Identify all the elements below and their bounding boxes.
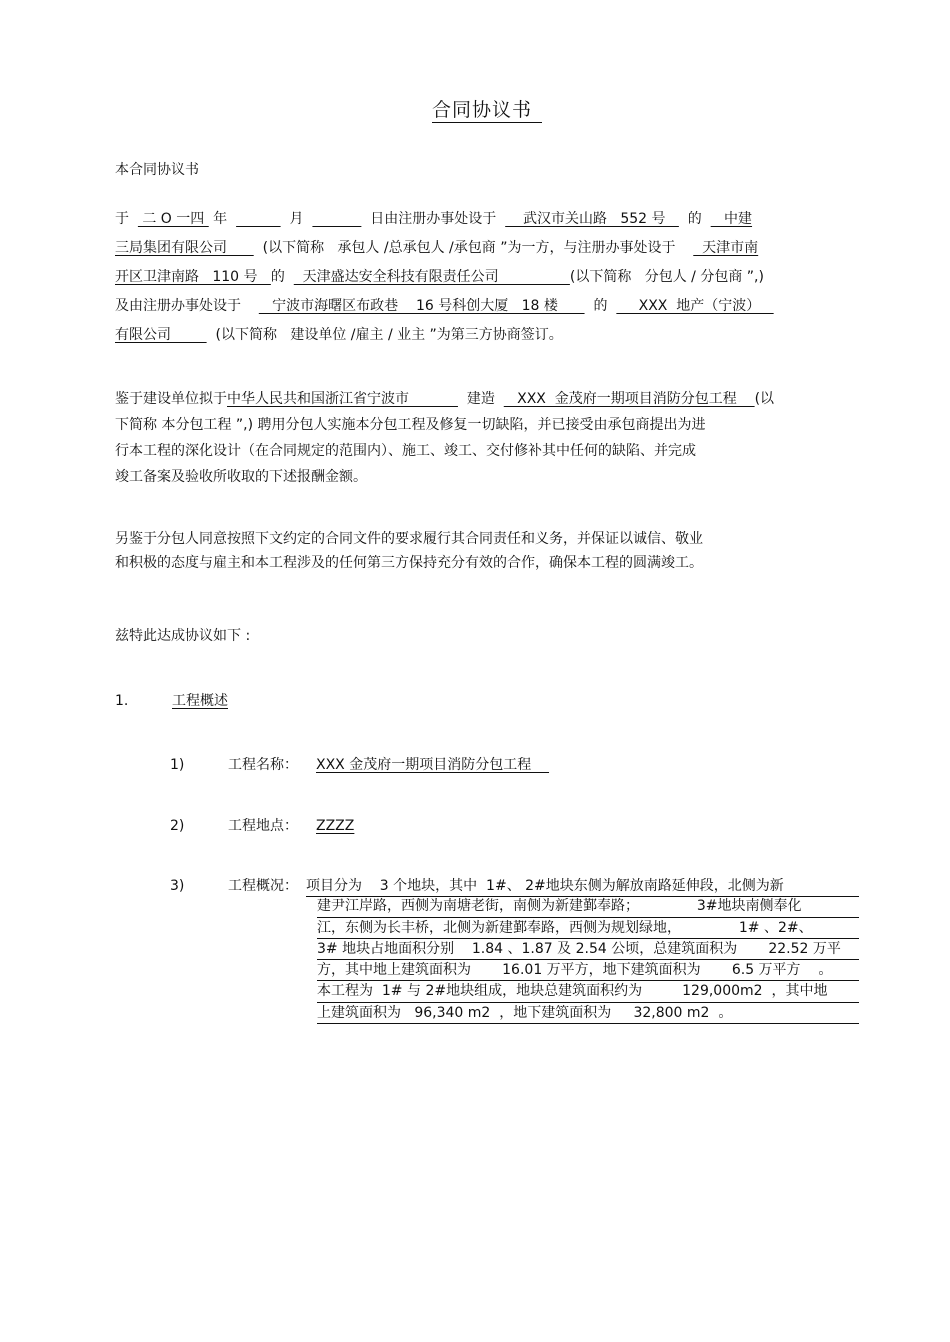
filled-field-p1-9: 中建: [710, 211, 753, 227]
project-overview-line-3: 江，东侧为长丰桥，北侧为新建鄞奉路，西侧为规划绿地， 1# 、2#、: [317, 918, 859, 939]
project-overview-line-4: 3# 地块占地面积分别 1.84 、1.87 及 2.54 公顷，总建筑面积为 22.52 万平: [317, 939, 859, 960]
item-1-number: 1): [170, 757, 185, 773]
text-run-p1-l4-2: 的: [584, 298, 617, 314]
document-subtitle: 本合同协议书: [115, 162, 199, 178]
project-location-value: ZZZZ: [316, 818, 355, 834]
item-1-label: 工程名称：: [228, 757, 298, 773]
filled-field-p1-7: 武汉市关山路 552 号: [505, 211, 679, 227]
parties-line-3: [115, 267, 764, 287]
whereas-line-4: 竣工备案及验收所收取的下述报酬金额。: [115, 469, 367, 485]
text-run-p1-4: 月: [280, 211, 313, 227]
filled-field-p1-5: [312, 211, 361, 227]
project-overview-line-7: 上建筑面积为 96,340 m2 ，地下建筑面积为 32,800 m2 。: [317, 1003, 859, 1024]
filled-field-p1-1: 二 O 一四: [137, 211, 209, 227]
filled-field-p1-l2-2: 天津市南: [693, 240, 759, 256]
parties-line-5: [115, 325, 563, 345]
text-run-p1-l5-1: (以下简称 建设单位 /雇主 / 业主 ”为第三方协商签订。: [206, 327, 563, 343]
text-run-p1-l3-1: 的: [270, 269, 294, 285]
project-overview-text: [317, 896, 859, 1024]
filled-field-p2-l1-3: XXX 金茂府一期项目消防分包工程: [503, 391, 755, 407]
filled-field-p1-l4-1: 宁波市海曙区布政巷 16 号科创大厦 18 楼: [258, 298, 585, 314]
text-run-p1-l3-3: (以下简称 分包人 / 分包商 ”,): [569, 269, 764, 285]
text-run-p1-0: 于: [115, 211, 138, 227]
filled-field-p1-l3-2: 天津盛达安全科技有限责任公司: [293, 269, 570, 285]
item-2-label: 工程地点：: [228, 818, 298, 834]
text-run-p1-l2-1: (以下简称 承包人 /总承包人 /承包商 ”为一方，与注册办事处设于: [253, 240, 694, 256]
filled-field-p1-l3-0: 开区卫津南路 110 号: [115, 269, 271, 285]
text-run-p2-l1-0: 鉴于建设单位拟于: [115, 391, 227, 407]
filled-field-p1-l4-3: XXX 地产（宁波）: [616, 298, 774, 314]
text-run-p1-8: 的: [678, 211, 711, 227]
section-1-title: 工程概述: [172, 693, 228, 709]
section-1-number: 1.: [115, 693, 129, 709]
filled-field-p1-3: [236, 211, 281, 227]
agreement-intro: 兹特此达成协议如下 :: [115, 628, 251, 644]
project-overview-line-5: 方，其中地上建筑面积为 16.01 万平方，地下建筑面积为 6.5 万平方 。: [317, 960, 859, 981]
whereas-line-1: [115, 389, 774, 409]
parties-line-4: [115, 296, 774, 316]
whereas-line-2: 下简称 本分包工程 ”,) 聘用分包人实施本分包工程及修复一切缺陷，并已接受由承包商提出为进: [115, 417, 706, 433]
further-whereas-line-1: 另鉴于分包人同意按照下文约定的合同文件的要求履行其合同责任和义务，并保证以诚信、敬业: [115, 531, 703, 547]
text-run-p1-2: 年: [208, 211, 237, 227]
project-overview-first-line: 项目分为 3 个地块，其中 1#、 2#地块东侧为解放南路延伸段，北侧为新: [306, 876, 859, 897]
text-run-p1-l4-0: 及由注册办事处设于: [115, 298, 259, 314]
filled-field-p1-l5-0: 有限公司: [115, 327, 207, 343]
item-2-number: 2): [170, 818, 185, 834]
project-name-value: XXX 金茂府一期项目消防分包工程: [316, 757, 550, 773]
whereas-line-3: 行本工程的深化设计（在合同规定的范围内）、施工、竣工、交付修补其中任何的缺陷、并完成: [115, 443, 696, 459]
project-overview-line-2: 建尹江岸路，西侧为南塘老街，南侧为新建鄞奉路； 3#地块南侧奉化: [317, 896, 859, 917]
parties-line-2: [115, 238, 758, 258]
document-title: 合同协议书: [432, 98, 542, 123]
further-whereas-line-2: 和积极的态度与雇主和本工程涉及的任何第三方保持充分有效的合作，确保本工程的圆满竣工。: [115, 555, 703, 571]
text-run-p2-l1-2: 建造: [457, 391, 504, 407]
filled-field-p1-l2-0: 三局集团有限公司: [115, 240, 254, 256]
parties-line-1: [115, 209, 752, 229]
item-3-label: 工程概况：: [228, 878, 298, 894]
filled-field-p2-l1-1: 中华人民共和国浙江省宁波市: [227, 391, 458, 407]
text-run-p1-6: 日由注册办事处设于: [361, 211, 506, 227]
item-3-number: 3): [170, 878, 185, 894]
project-overview-line-6: 本工程为 1# 与 2#地块组成，地块总建筑面积约为 129,000m2 ，其中地: [317, 981, 859, 1002]
text-run-p2-l1-4: (以: [754, 391, 775, 407]
